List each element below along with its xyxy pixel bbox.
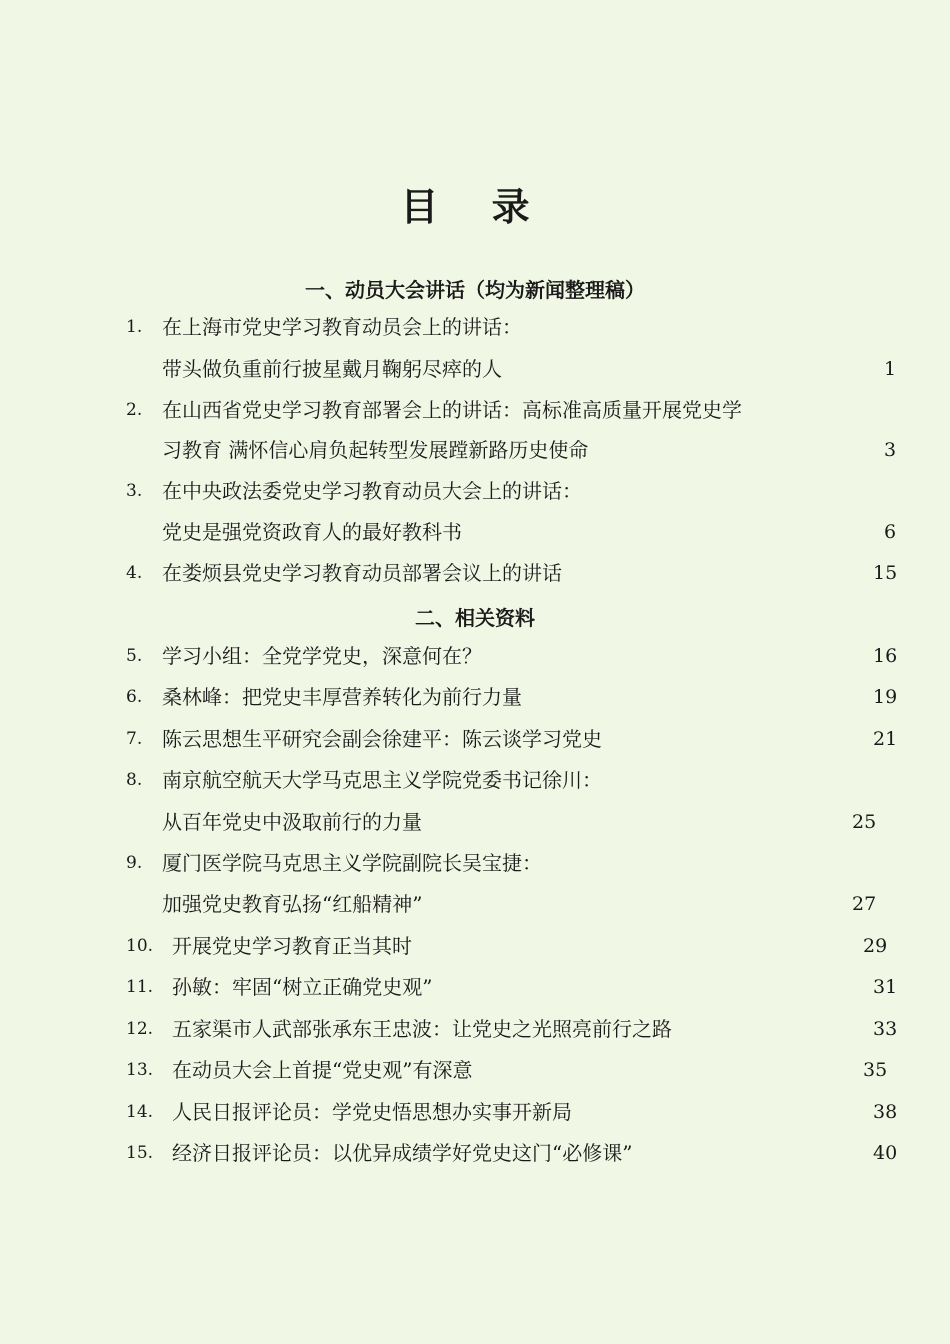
- entry-page-number: 35: [863, 1059, 888, 1081]
- entry-number: 8.: [126, 770, 143, 790]
- entry-number: 4.: [126, 563, 143, 583]
- toc-entry[interactable]: [0, 641, 950, 671]
- toc-entry-continuation[interactable]: [0, 435, 950, 465]
- toc-entry[interactable]: [0, 1014, 950, 1044]
- entry-page-number: 25: [852, 811, 877, 833]
- toc-entry[interactable]: [0, 682, 950, 712]
- entry-title: 在山西省党史学习教育部署会上的讲话：高标准高质量开展党史学: [162, 398, 742, 422]
- toc-entry[interactable]: [0, 1055, 950, 1085]
- entry-page-number: 1: [884, 358, 897, 380]
- entry-title: 在中央政法委党史学习教育动员大会上的讲话：: [162, 479, 582, 503]
- entry-page-number: 33: [873, 1018, 898, 1040]
- entry-number: 9.: [126, 853, 143, 873]
- entry-title: 陈云思想生平研究会副会徐建平：陈云谈学习党史: [162, 727, 602, 751]
- toc-entry-continuation[interactable]: [0, 807, 950, 837]
- toc-entry[interactable]: [0, 724, 950, 754]
- entry-page-number: 21: [873, 728, 898, 750]
- entry-number: 10.: [126, 936, 154, 956]
- entry-title: 桑林峰：把党史丰厚营养转化为前行力量: [162, 685, 522, 709]
- entry-page-number: 27: [852, 893, 877, 915]
- entry-title-continued: 加强党史教育弘扬“红船精神”: [162, 892, 423, 916]
- entry-title: 五家渠市人武部张承东王忠波：让党史之光照亮前行之路: [172, 1017, 672, 1041]
- entry-title: 经济日报评论员：以优异成绩学好党史这门“必修课”: [172, 1141, 633, 1165]
- entry-title: 南京航空航天大学马克思主义学院党委书记徐川：: [162, 768, 602, 792]
- toc-entry[interactable]: [0, 972, 950, 1002]
- toc-entry-continuation[interactable]: [0, 354, 950, 384]
- entry-page-number: 3: [884, 439, 897, 461]
- entry-title: 孙敏：牢固“树立正确党史观”: [172, 975, 433, 999]
- entry-title: 学习小组：全党学党史，深意何在？: [162, 644, 482, 668]
- entry-title-continued: 习教育 满怀信心肩负起转型发展蹚新路历史使命: [162, 438, 589, 462]
- toc-entry[interactable]: [0, 1097, 950, 1127]
- toc-entry-continuation[interactable]: [0, 889, 950, 919]
- entry-title-continued: 党史是强党资政育人的最好教科书: [162, 520, 462, 544]
- entry-title: 厦门医学院马克思主义学院副院长吴宝捷：: [162, 851, 542, 875]
- entry-number: 15.: [126, 1143, 154, 1163]
- entry-page-number: 6: [884, 521, 897, 543]
- entry-number: 7.: [126, 729, 143, 749]
- entry-number: 2.: [126, 400, 143, 420]
- entry-number: 12.: [126, 1019, 154, 1039]
- entry-page-number: 15: [873, 562, 898, 584]
- entry-number: 3.: [126, 481, 143, 501]
- entry-number: 13.: [126, 1060, 154, 1080]
- entry-title: 开展党史学习教育正当其时: [172, 934, 412, 958]
- entry-number: 11.: [126, 977, 154, 997]
- entry-title: 在动员大会上首提“党史观”有深意: [172, 1058, 473, 1082]
- entry-title: 在上海市党史学习教育动员会上的讲话：: [162, 315, 522, 339]
- toc-entry[interactable]: [0, 848, 950, 878]
- toc-entry[interactable]: [0, 476, 950, 506]
- toc-entry[interactable]: [0, 395, 950, 425]
- entry-page-number: 40: [873, 1142, 898, 1164]
- toc-entry[interactable]: [0, 1138, 950, 1168]
- entry-number: 14.: [126, 1102, 154, 1122]
- section-heading: 二、相关资料: [415, 606, 535, 630]
- entry-title: 人民日报评论员：学党史悟思想办实事开新局: [172, 1100, 572, 1124]
- toc-entry[interactable]: [0, 558, 950, 588]
- entry-number: 1.: [126, 317, 143, 337]
- entry-title-continued: 从百年党史中汲取前行的力量: [162, 810, 422, 834]
- entry-page-number: 29: [863, 935, 888, 957]
- entry-number: 5.: [126, 646, 143, 666]
- toc-entry[interactable]: [0, 931, 950, 961]
- entry-page-number: 31: [873, 976, 898, 998]
- toc-entry[interactable]: [0, 765, 950, 795]
- entry-page-number: 38: [873, 1101, 898, 1123]
- toc-entry[interactable]: [0, 312, 950, 342]
- toc-entry-continuation[interactable]: [0, 517, 950, 547]
- entry-page-number: 19: [873, 686, 898, 708]
- entry-number: 6.: [126, 687, 143, 707]
- page-title: 目 录: [400, 185, 550, 229]
- entry-page-number: 16: [873, 645, 898, 667]
- entry-title: 在娄烦县党史学习教育动员部署会议上的讲话: [162, 561, 562, 585]
- section-heading: 一、动员大会讲话（均为新闻整理稿）: [305, 278, 645, 302]
- entry-title-continued: 带头做负重前行披星戴月鞠躬尽瘁的人: [162, 357, 502, 381]
